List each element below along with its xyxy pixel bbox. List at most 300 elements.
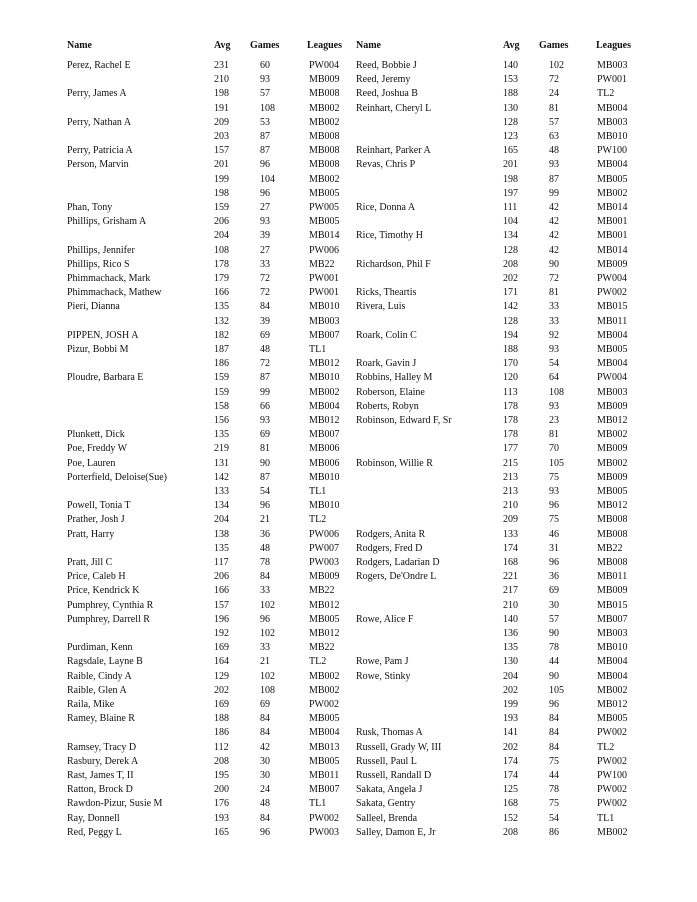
cell-name-left: Perry, Patricia A [67, 145, 133, 157]
cell-avg-left: 158 [214, 400, 229, 412]
table-row [0, 88, 697, 102]
cell-avg-left: 204 [214, 514, 229, 526]
cell-avg-right: 165 [503, 145, 518, 157]
cell-avg-left: 199 [214, 173, 229, 185]
cell-name-right: Robbins, Halley M [356, 372, 433, 384]
cell-games-right: 90 [549, 670, 559, 682]
cell-avg-left: 179 [214, 273, 229, 284]
cell-name-right: Reinhart, Cheryl L [356, 102, 432, 114]
cell-avg-left: 231 [214, 60, 229, 71]
cell-name-right: Sakata, Angela J [356, 784, 423, 796]
cell-games-left: 87 [260, 131, 270, 142]
cell-name-right: Robinson, Edward F, Sr [356, 415, 452, 426]
cell-games-right: 90 [549, 628, 559, 639]
cell-league-left: PW003 [309, 557, 339, 568]
cell-avg-right: 153 [503, 74, 518, 86]
cell-league-right: MB012 [597, 500, 628, 512]
cell-name-right: Revas, Chris P [356, 159, 416, 171]
cell-name-left: Raila, Mike [67, 699, 115, 710]
table-row [0, 372, 697, 386]
cell-league-right: MB010 [597, 131, 628, 142]
cell-games-left: 27 [260, 202, 270, 213]
cell-games-left: 84 [260, 571, 270, 583]
cell-avg-right: 204 [503, 670, 518, 682]
cell-avg-right: 168 [503, 798, 518, 810]
cell-name-left: Ratton, Brock D [67, 784, 133, 796]
table-row [0, 358, 697, 372]
cell-name-left: Rasbury, Derek A [67, 755, 139, 767]
cell-games-right: 92 [549, 329, 559, 341]
cell-league-right: MB011 [597, 315, 628, 327]
cell-games-left: 48 [260, 542, 270, 554]
cell-league-right: MB012 [597, 415, 628, 426]
cell-games-left: 48 [260, 344, 270, 355]
cell-league-right: MB003 [597, 60, 628, 71]
table-row [0, 500, 697, 514]
table-row [0, 798, 697, 812]
cell-games-left: 84 [260, 713, 270, 725]
cell-league-left: PW007 [309, 542, 339, 554]
cell-name-left: Pieri, Dianna [67, 301, 120, 313]
cell-league-right: PW002 [597, 727, 627, 739]
cell-league-left: MB009 [309, 571, 340, 583]
cell-league-right: MB015 [597, 599, 628, 611]
cell-league-right: MB005 [597, 173, 628, 185]
cell-games-right: 81 [549, 102, 559, 114]
cell-games-right: 108 [549, 386, 564, 398]
cell-league-left: MB004 [309, 727, 340, 739]
cell-name-right: Reinhart, Parker A [356, 145, 431, 157]
table-row [0, 287, 697, 301]
cell-name-left: Powell, Tonia T [67, 500, 131, 512]
cell-avg-left: 135 [214, 429, 229, 441]
header-leagues-left: Leagues [307, 40, 342, 51]
header-leagues-right: Leagues [596, 40, 631, 51]
cell-games-left: 87 [260, 372, 270, 384]
cell-name-left: Ray, Donnell [67, 812, 120, 824]
cell-games-right: 84 [549, 741, 559, 753]
header-name-left: Name [67, 40, 92, 51]
cell-name-left: Poe, Freddy W [67, 443, 128, 455]
cell-games-left: 69 [260, 699, 270, 710]
cell-games-right: 70 [549, 443, 559, 455]
table-row [0, 74, 697, 88]
cell-avg-right: 202 [503, 273, 518, 284]
cell-games-right: 24 [549, 88, 559, 100]
cell-league-right: MB001 [597, 230, 628, 242]
table-row [0, 216, 697, 230]
cell-games-right: 78 [549, 784, 559, 796]
cell-avg-left: 166 [214, 585, 229, 597]
table-row [0, 600, 697, 614]
cell-games-right: 42 [549, 202, 559, 213]
cell-avg-right: 111 [503, 202, 518, 213]
cell-avg-left: 142 [214, 471, 229, 483]
cell-name-left: Purdiman, Kenn [67, 642, 133, 654]
cell-league-left: PW006 [309, 528, 339, 540]
cell-games-right: 105 [549, 457, 564, 469]
cell-name-left: Red, Peggy L [67, 826, 122, 838]
cell-avg-right: 104 [503, 216, 518, 228]
table-row [0, 557, 697, 571]
cell-games-right: 54 [549, 358, 559, 370]
cell-games-left: 39 [260, 230, 270, 242]
cell-name-left: Poe, Lauren [67, 457, 116, 469]
cell-name-left: Pumphrey, Darrell R [67, 613, 150, 625]
cell-games-right: 93 [549, 400, 559, 412]
cell-league-right: MB009 [597, 585, 628, 597]
cell-league-right: MB002 [597, 826, 628, 838]
cell-name-right: Russell, Paul L [356, 755, 417, 767]
table-row [0, 813, 697, 827]
cell-avg-left: 201 [214, 159, 229, 171]
cell-games-left: 93 [260, 415, 270, 426]
cell-league-right: PW002 [597, 287, 627, 299]
cell-league-right: PW001 [597, 74, 627, 86]
cell-league-left: MB010 [309, 471, 340, 483]
cell-league-left: MB002 [309, 102, 340, 114]
cell-avg-right: 194 [503, 329, 518, 341]
cell-league-left: MB005 [309, 713, 340, 725]
cell-avg-left: 169 [214, 699, 229, 710]
cell-avg-left: 138 [214, 528, 229, 540]
cell-games-left: 90 [260, 457, 270, 469]
cell-avg-right: 142 [503, 301, 518, 313]
cell-games-left: 102 [260, 670, 275, 682]
cell-games-right: 96 [549, 699, 559, 710]
cell-league-left: MB008 [309, 145, 340, 157]
cell-league-right: TL2 [597, 88, 615, 100]
cell-league-right: MB008 [597, 557, 628, 568]
cell-avg-right: 125 [503, 784, 518, 796]
cell-avg-right: 217 [503, 585, 518, 597]
cell-avg-right: 210 [503, 500, 518, 512]
cell-avg-left: 133 [214, 486, 229, 497]
cell-games-right: 81 [549, 287, 559, 299]
cell-league-right: MB004 [597, 159, 628, 171]
cell-avg-right: 215 [503, 457, 518, 469]
cell-name-right: Rowe, Alice F [356, 613, 414, 625]
cell-avg-left: 200 [214, 784, 229, 796]
cell-avg-left: 204 [214, 230, 229, 242]
table-row [0, 529, 697, 543]
cell-avg-right: 170 [503, 358, 518, 370]
cell-avg-right: 201 [503, 159, 518, 171]
cell-avg-right: 168 [503, 557, 518, 568]
cell-games-left: 108 [260, 102, 275, 114]
cell-league-right: MB009 [597, 400, 628, 412]
cell-league-left: MB007 [309, 784, 340, 796]
cell-name-left: Price, Caleb H [67, 571, 126, 583]
cell-name-right: Roark, Gavin J [356, 358, 417, 370]
cell-league-left: PW004 [309, 60, 339, 71]
cell-name-right: Reed, Joshua B [356, 88, 418, 100]
cell-league-right: MB008 [597, 514, 628, 526]
cell-avg-right: 128 [503, 244, 518, 256]
cell-games-right: 87 [549, 173, 559, 185]
cell-league-right: MB012 [597, 699, 628, 710]
table-row [0, 571, 697, 585]
cell-games-left: 54 [260, 486, 270, 497]
cell-avg-left: 188 [214, 713, 229, 725]
cell-games-right: 63 [549, 131, 559, 142]
cell-avg-left: 166 [214, 287, 229, 299]
cell-avg-left: 178 [214, 258, 229, 270]
cell-avg-right: 120 [503, 372, 518, 384]
cell-avg-right: 197 [503, 187, 518, 199]
cell-games-left: 72 [260, 358, 270, 370]
cell-games-left: 87 [260, 145, 270, 157]
cell-name-left: Price, Kendrick K [67, 585, 140, 597]
cell-avg-left: 198 [214, 187, 229, 199]
cell-name-left: Pratt, Jill C [67, 557, 113, 568]
cell-avg-right: 152 [503, 812, 518, 824]
cell-games-right: 93 [549, 344, 559, 355]
header-avg-right: Avg [503, 40, 520, 51]
cell-games-right: 93 [549, 486, 559, 497]
cell-games-right: 75 [549, 798, 559, 810]
cell-avg-left: 191 [214, 102, 229, 114]
cell-games-right: 72 [549, 273, 559, 284]
cell-name-left: Phillips, Grisham A [67, 216, 147, 228]
cell-name-left: Phan, Tony [67, 202, 113, 213]
cell-league-left: TL2 [309, 514, 327, 526]
cell-league-right: MB002 [597, 684, 628, 696]
cell-name-right: Rowe, Stinky [356, 670, 411, 682]
table-row [0, 273, 697, 287]
table-row [0, 514, 697, 528]
cell-name-left: Raible, Glen A [67, 684, 127, 696]
table-row [0, 742, 697, 756]
cell-games-right: 75 [549, 514, 559, 526]
cell-avg-left: 209 [214, 116, 229, 128]
cell-league-left: MB014 [309, 230, 340, 242]
cell-name-left: Plunkett, Dick [67, 429, 125, 441]
cell-games-right: 46 [549, 528, 559, 540]
table-row [0, 174, 697, 188]
cell-avg-right: 128 [503, 315, 518, 327]
table-row [0, 443, 697, 457]
cell-league-right: MB004 [597, 329, 628, 341]
cell-league-left: MB005 [309, 755, 340, 767]
cell-games-left: 21 [260, 656, 270, 668]
cell-avg-right: 199 [503, 699, 518, 710]
cell-avg-right: 210 [503, 599, 518, 611]
table-row [0, 784, 697, 798]
table-row [0, 245, 697, 259]
cell-games-right: 42 [549, 244, 559, 256]
cell-games-right: 33 [549, 301, 559, 313]
cell-name-right: Rodgers, Ladarian D [356, 557, 440, 568]
cell-games-left: 72 [260, 287, 270, 299]
cell-games-left: 87 [260, 471, 270, 483]
cell-games-right: 36 [549, 571, 559, 583]
cell-league-right: PW002 [597, 784, 627, 796]
cell-games-right: 81 [549, 429, 559, 441]
cell-league-right: PW002 [597, 798, 627, 810]
cell-name-right: Rogers, De'Ondre L [356, 571, 437, 583]
cell-name-right: Rivera, Luis [356, 301, 406, 313]
cell-league-left: MB012 [309, 628, 340, 639]
cell-league-right: MB001 [597, 216, 628, 228]
cell-name-right: Reed, Jeremy [356, 74, 411, 86]
cell-name-right: Rodgers, Fred D [356, 542, 423, 554]
cell-avg-left: 187 [214, 344, 229, 355]
cell-games-left: 84 [260, 727, 270, 739]
cell-games-right: 96 [549, 500, 559, 512]
cell-avg-right: 221 [503, 571, 518, 583]
cell-games-right: 44 [549, 770, 559, 781]
cell-name-right: Salleel, Brenda [356, 812, 418, 824]
cell-avg-right: 130 [503, 656, 518, 668]
cell-games-left: 53 [260, 116, 270, 128]
cell-league-left: MB005 [309, 216, 340, 228]
cell-games-left: 57 [260, 88, 270, 100]
cell-games-left: 30 [260, 770, 270, 781]
cell-avg-right: 213 [503, 486, 518, 497]
cell-league-left: MB22 [309, 585, 335, 597]
cell-avg-left: 193 [214, 812, 229, 824]
cell-name-left: Perez, Rachel E [67, 60, 131, 71]
cell-games-right: 84 [549, 713, 559, 725]
cell-league-right: MB004 [597, 670, 628, 682]
cell-name-left: Pizur, Bobbi M [67, 344, 129, 355]
cell-avg-left: 164 [214, 656, 229, 668]
cell-games-right: 48 [549, 145, 559, 157]
cell-name-right: Robinson, Willie R [356, 457, 433, 469]
cell-league-left: MB012 [309, 599, 340, 611]
cell-avg-left: 134 [214, 500, 229, 512]
cell-avg-left: 202 [214, 684, 229, 696]
cell-league-right: TL2 [597, 741, 615, 753]
cell-avg-right: 133 [503, 528, 518, 540]
cell-league-right: MB010 [597, 642, 628, 654]
cell-name-left: Perry, Nathan A [67, 116, 132, 128]
cell-league-right: MB005 [597, 344, 628, 355]
cell-games-left: 96 [260, 613, 270, 625]
cell-name-right: Rice, Timothy H [356, 230, 423, 242]
cell-games-left: 72 [260, 273, 270, 284]
cell-league-left: MB005 [309, 613, 340, 625]
cell-league-left: PW001 [309, 273, 339, 284]
cell-league-right: MB014 [597, 244, 628, 256]
table-row [0, 159, 697, 173]
cell-avg-right: 193 [503, 713, 518, 725]
cell-games-left: 84 [260, 301, 270, 313]
cell-league-right: MB002 [597, 429, 628, 441]
cell-name-left: Ragsdale, Layne B [67, 656, 143, 668]
table-row [0, 344, 697, 358]
table-row [0, 727, 697, 741]
cell-games-left: 30 [260, 755, 270, 767]
table-row [0, 472, 697, 486]
cell-league-left: PW005 [309, 202, 339, 213]
cell-avg-right: 171 [503, 287, 518, 299]
cell-games-right: 75 [549, 755, 559, 767]
table-row [0, 330, 697, 344]
cell-league-left: MB002 [309, 670, 340, 682]
cell-games-left: 96 [260, 187, 270, 199]
cell-avg-right: 128 [503, 116, 518, 128]
cell-name-right: Richardson, Phil F [356, 258, 431, 270]
cell-league-right: MB004 [597, 656, 628, 668]
cell-avg-right: 188 [503, 88, 518, 100]
cell-avg-right: 178 [503, 400, 518, 412]
cell-avg-left: 135 [214, 542, 229, 554]
cell-games-right: 33 [549, 315, 559, 327]
cell-games-right: 102 [549, 60, 564, 71]
cell-avg-right: 141 [503, 727, 518, 739]
cell-games-right: 93 [549, 159, 559, 171]
table-row [0, 628, 697, 642]
cell-name-left: Rawdon-Pizur, Susie M [67, 798, 163, 810]
cell-games-right: 90 [549, 258, 559, 270]
cell-league-left: MB009 [309, 74, 340, 86]
cell-avg-left: 131 [214, 457, 229, 469]
cell-league-right: MB005 [597, 713, 628, 725]
cell-league-right: MB004 [597, 358, 628, 370]
cell-games-right: 42 [549, 230, 559, 242]
cell-games-left: 39 [260, 315, 270, 327]
cell-league-left: MB003 [309, 315, 340, 327]
cell-league-left: TL1 [309, 486, 327, 497]
cell-league-right: MB005 [597, 486, 628, 497]
cell-games-right: 44 [549, 656, 559, 668]
cell-league-left: MB002 [309, 116, 340, 128]
cell-avg-left: 210 [214, 74, 229, 86]
cell-name-right: Russell, Randall D [356, 770, 432, 781]
table-row [0, 415, 697, 429]
cell-league-left: PW002 [309, 699, 339, 710]
cell-avg-left: 135 [214, 301, 229, 313]
cell-avg-left: 157 [214, 145, 229, 157]
cell-games-left: 93 [260, 74, 270, 86]
cell-avg-right: 140 [503, 60, 518, 71]
cell-name-left: Person, Marvin [67, 159, 129, 171]
cell-league-left: MB007 [309, 429, 340, 441]
cell-games-right: 105 [549, 684, 564, 696]
cell-games-left: 96 [260, 826, 270, 838]
cell-league-right: MB22 [597, 542, 623, 554]
table-row [0, 117, 697, 131]
cell-games-left: 33 [260, 258, 270, 270]
cell-games-right: 30 [549, 599, 559, 611]
table-row [0, 543, 697, 557]
cell-avg-right: 178 [503, 429, 518, 441]
header-games-right: Games [539, 40, 569, 51]
cell-name-right: Rodgers, Anita R [356, 528, 426, 540]
table-row [0, 230, 697, 244]
cell-games-left: 33 [260, 585, 270, 597]
cell-avg-right: 202 [503, 684, 518, 696]
cell-avg-right: 130 [503, 102, 518, 114]
cell-league-left: MB013 [309, 741, 340, 753]
table-row [0, 770, 697, 784]
cell-avg-right: 208 [503, 826, 518, 838]
cell-games-left: 84 [260, 812, 270, 824]
cell-games-left: 66 [260, 400, 270, 412]
cell-league-left: MB010 [309, 301, 340, 313]
cell-games-right: 99 [549, 187, 559, 199]
cell-league-right: MB004 [597, 102, 628, 114]
cell-games-right: 69 [549, 585, 559, 597]
cell-league-left: PW003 [309, 826, 339, 838]
cell-league-right: MB011 [597, 571, 628, 583]
cell-avg-left: 208 [214, 755, 229, 767]
cell-games-left: 96 [260, 159, 270, 171]
cell-avg-left: 192 [214, 628, 229, 639]
cell-name-left: Rast, James T, II [67, 770, 134, 781]
